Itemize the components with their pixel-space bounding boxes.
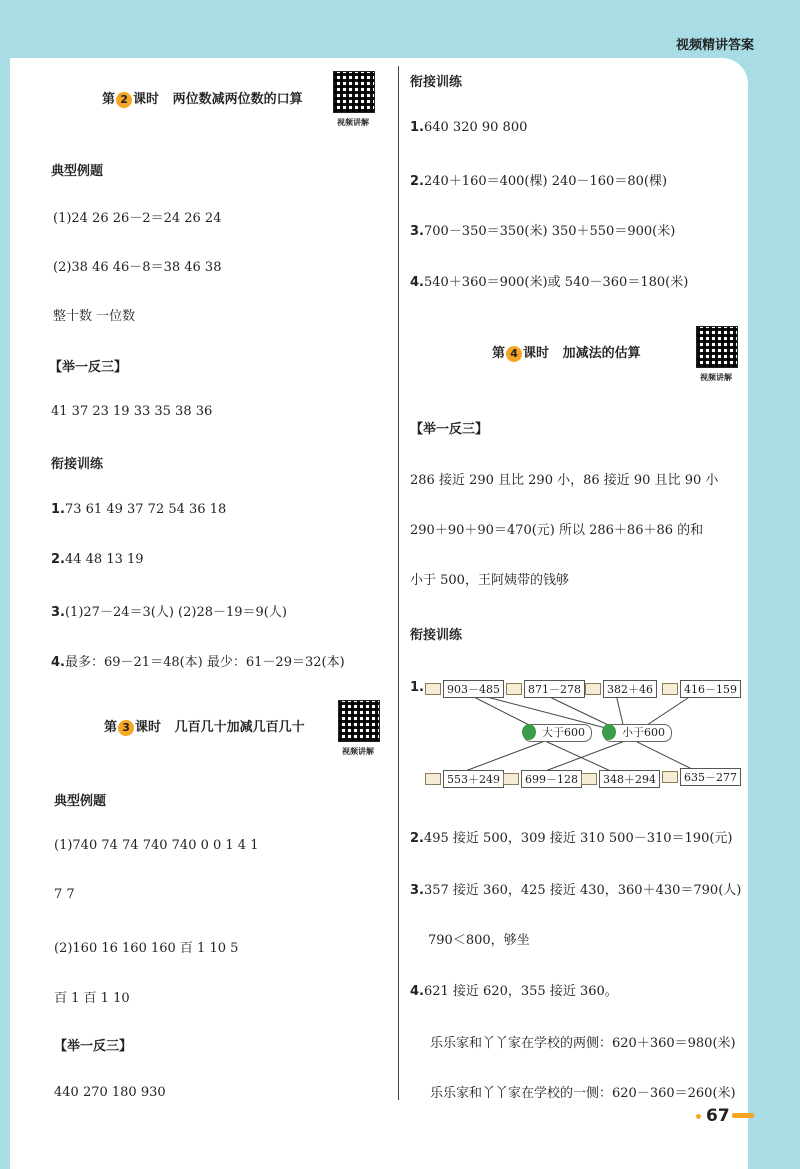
expression-text: 416－159 — [680, 680, 741, 698]
expression-card — [425, 678, 504, 698]
section-heading: 【举一反三】 — [410, 422, 489, 437]
item-number: 4. — [51, 655, 65, 670]
item-number: 2. — [51, 552, 65, 567]
section-heading: 【举一反三】 — [54, 1039, 133, 1054]
lesson-prefix: 第 — [492, 346, 506, 361]
answer-line: (1)24 26 26－2＝24 26 24 — [53, 211, 222, 226]
item-number: 2. — [410, 831, 424, 846]
mailbox-greater-than-600 — [523, 724, 592, 742]
expression-card — [662, 766, 741, 786]
item-number: 2. — [410, 174, 424, 189]
answer-line: 286 接近 290 且比 290 小，86 接近 90 且比 90 小 — [410, 473, 719, 488]
section-heading: 典型例题 — [54, 794, 107, 809]
envelope-icon — [662, 771, 678, 783]
lesson-number-badge: 2 — [116, 92, 132, 108]
item-text: 495 接近 500，309 接近 310 500－310＝190(元) — [423, 831, 733, 846]
qr-code-icon[interactable] — [696, 326, 738, 368]
envelope-icon — [503, 773, 519, 785]
section-heading: 典型例题 — [51, 164, 104, 179]
answer-line: 百 1 百 1 10 — [54, 991, 130, 1006]
item-text: 357 接近 360，425 接近 430，360＋430＝790(人) — [423, 883, 742, 898]
expression-card — [503, 768, 582, 788]
qr-label: 视频讲解 — [700, 373, 732, 382]
item-text: 44 48 13 19 — [64, 552, 144, 567]
item-text: (1)27－24＝3(人) (2)28－19＝9(人) — [64, 605, 287, 620]
lesson-3-title — [104, 716, 305, 736]
lesson-topic: 两位数减两位数的口算 — [172, 92, 303, 107]
column-divider — [398, 66, 399, 1100]
item-number: 4. — [410, 275, 424, 290]
item-text: 621 接近 620，355 接近 360。 — [423, 984, 618, 999]
answer-line: (2)160 16 160 160 百 1 10 5 — [54, 941, 239, 956]
item-number: 3. — [410, 883, 424, 898]
lesson-prefix: 第 — [102, 92, 116, 107]
answer-item — [410, 220, 675, 239]
section-heading: 【举一反三】 — [49, 360, 128, 375]
answer-line: 小于 500，王阿姨带的钱够 — [410, 573, 569, 588]
section-heading: 衔接训练 — [410, 75, 463, 90]
answer-line: 整十数 一位数 — [53, 309, 136, 324]
lesson-prefix: 第 — [104, 720, 118, 735]
answer-item — [410, 879, 741, 898]
expression-card — [585, 678, 657, 698]
item-text: 73 61 49 37 72 54 36 18 — [64, 502, 227, 517]
expression-text: 699－128 — [521, 770, 582, 788]
answer-item — [51, 651, 345, 670]
lesson-topic: 加减法的估算 — [562, 346, 641, 361]
page-number: 67 — [706, 1106, 730, 1126]
item-text: 700－350＝350(米) 350＋550＝900(米) — [423, 224, 676, 239]
answer-item — [410, 980, 618, 999]
section-heading: 衔接训练 — [410, 628, 463, 643]
expression-text: 382＋46 — [603, 680, 657, 698]
expression-card — [425, 768, 504, 788]
answer-line: (2)38 46 46－8＝38 46 38 — [53, 260, 222, 275]
item-text: 640 320 90 800 — [423, 120, 528, 135]
qr-code-icon[interactable] — [338, 700, 380, 742]
answer-item — [410, 271, 688, 290]
answer-line: 440 270 180 930 — [54, 1085, 166, 1100]
lesson-suffix: 课时 — [133, 92, 160, 107]
answer-line: 乐乐家和丫丫家在学校的一侧：620－360＝260(米) — [430, 1086, 736, 1101]
item-number: 1. — [410, 680, 424, 695]
answer-item — [410, 170, 667, 189]
lesson-number-badge: 4 — [506, 346, 522, 362]
item-text: 240＋160＝400(棵) 240－160＝80(棵) — [423, 174, 668, 189]
expression-text: 348＋294 — [599, 770, 660, 788]
mailbox-label: 小于600 — [622, 726, 665, 739]
page-dot — [696, 1114, 701, 1119]
expression-card — [506, 678, 585, 698]
lesson-suffix: 课时 — [523, 346, 550, 361]
item-number: 1. — [410, 120, 424, 135]
expression-card — [581, 768, 660, 788]
expression-text: 903－485 — [443, 680, 504, 698]
section-heading: 衔接训练 — [51, 457, 104, 472]
expression-text: 871－278 — [524, 680, 585, 698]
envelope-icon — [425, 773, 441, 785]
page-bar — [732, 1113, 754, 1118]
envelope-icon — [506, 683, 522, 695]
mailbox-icon — [602, 724, 616, 740]
expression-text: 553＋249 — [443, 770, 504, 788]
envelope-icon — [581, 773, 597, 785]
qr-code-icon[interactable] — [333, 71, 375, 113]
mailbox-label: 大于600 — [542, 726, 585, 739]
answer-item — [410, 120, 527, 135]
lesson-suffix: 课时 — [135, 720, 162, 735]
answer-line: 290＋90＋90＝470(元) 所以 286＋86＋86 的和 — [410, 523, 704, 538]
mailbox-icon — [522, 724, 536, 740]
lesson-topic: 几百几十加减几百几十 — [174, 720, 305, 735]
qr-label: 视频讲解 — [342, 747, 374, 756]
lesson-2-title — [102, 88, 303, 108]
answer-line: 41 37 23 19 33 35 38 36 — [51, 404, 213, 419]
header-title: 视频精讲答案 — [675, 38, 754, 53]
envelope-icon — [585, 683, 601, 695]
expression-card — [662, 678, 741, 698]
item-number: 1. — [51, 502, 65, 517]
envelope-icon — [662, 683, 678, 695]
item-number: 3. — [410, 224, 424, 239]
qr-label: 视频讲解 — [337, 118, 369, 127]
answer-line: 7 7 — [54, 887, 75, 902]
lesson-4-title — [492, 342, 641, 362]
item-number: 4. — [410, 984, 424, 999]
envelope-icon — [425, 683, 441, 695]
item-number: 3. — [51, 605, 65, 620]
answer-item — [410, 827, 732, 846]
answer-line: 790＜800，够坐 — [428, 933, 530, 948]
answer-item — [51, 502, 226, 517]
lesson-number-badge: 3 — [118, 720, 134, 736]
answer-item — [51, 552, 144, 567]
item-text: 最多：69－21＝48(本) 最少：61－29＝32(本) — [64, 655, 345, 670]
answer-line: 乐乐家和丫丫家在学校的两侧：620＋360＝980(米) — [430, 1036, 736, 1051]
answer-item — [51, 601, 287, 620]
answer-line: (1)740 74 74 740 740 0 0 1 4 1 — [54, 838, 259, 853]
expression-text: 635－277 — [680, 768, 741, 786]
mailbox-less-than-600 — [603, 724, 672, 742]
item-text: 540＋360＝900(米)或 540－360＝180(米) — [423, 275, 689, 290]
